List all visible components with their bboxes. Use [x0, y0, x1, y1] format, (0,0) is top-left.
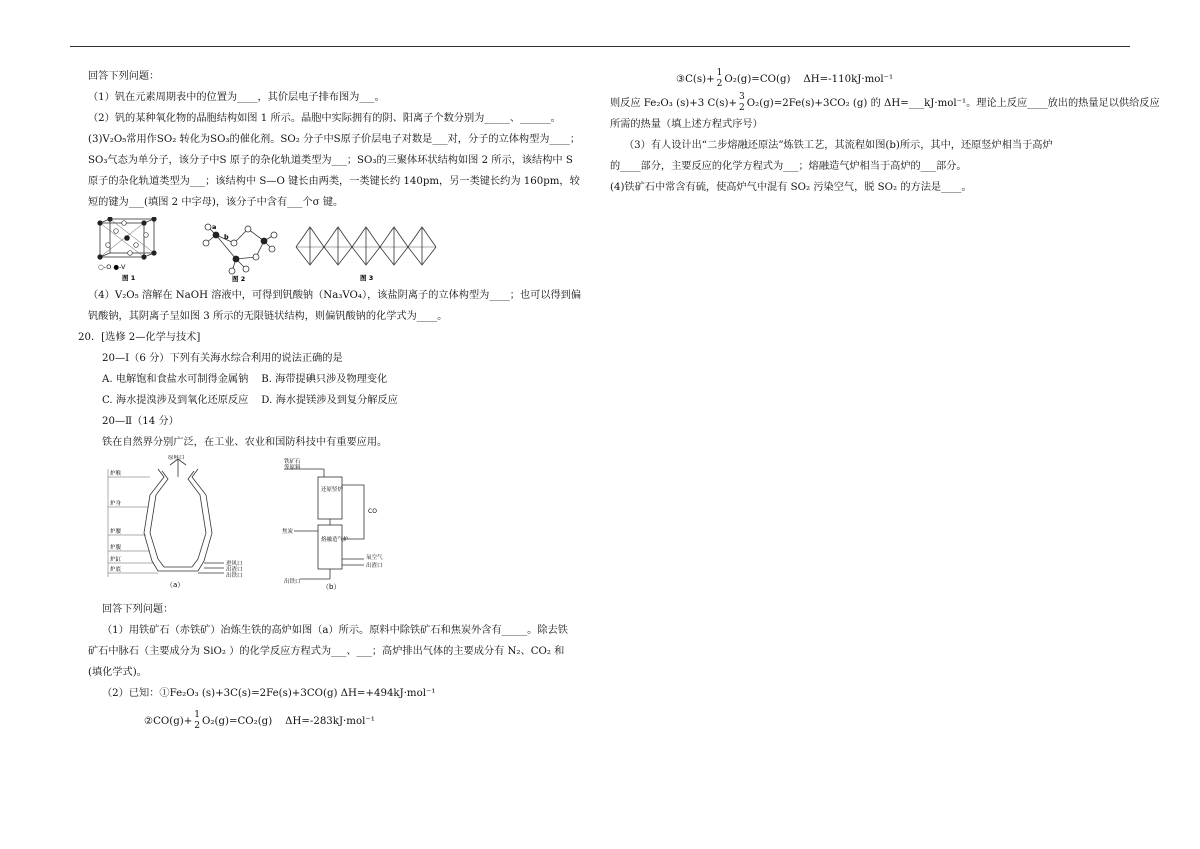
question-4-sulfur: (4)铁矿石中常含有硫，使高炉气中混有 SO₂ 污染空气，脱 SO₂ 的方法是____。	[610, 182, 972, 193]
figure-3-chain	[296, 227, 436, 265]
left-column	[78, 66, 598, 732]
furnace-right-2: 出铁口	[226, 573, 243, 579]
bond-label-b: b	[224, 233, 229, 241]
question-3-line3: 原子的杂化轨道类型为___；该结构中 S—O 键长由两类，一类键长约 140pm，另一类键长约为 160pm，较	[88, 176, 580, 187]
furnace-right-0: 进风口	[226, 561, 243, 567]
bond-label-a: a	[212, 223, 217, 231]
ore-label-2: 等原料	[284, 465, 301, 471]
fraction-three-halves	[739, 92, 745, 114]
iron-intro: 铁在自然界分别广泛，在工业、农业和国防科技中有重要应用。	[102, 437, 388, 448]
answer-prompt-2: 回答下列问题：	[102, 604, 174, 615]
fraction-one-half	[717, 68, 723, 90]
furnace-tag-1: 炉身	[110, 501, 122, 507]
figure-2-caption: 图 2	[232, 275, 246, 283]
iron-outlet-label: 出铁口	[284, 579, 301, 585]
fraction-numerator: 3	[739, 92, 745, 102]
question-2: （2）钒的某种氧化物的晶胞结构如图 1 所示。晶胞中实际拥有的阴、阳离子个数分别为_____、______。	[88, 113, 561, 124]
question-1: （1）钒在元素周期表中的位置为____，其价层电子排布图为___。	[88, 92, 385, 103]
equation-3-left: ③C(s)+	[676, 74, 715, 85]
right-column	[610, 66, 1160, 198]
question-20-1: 20—Ⅰ（6 分）下列有关海水综合利用的说法正确的是	[102, 353, 343, 364]
furnace-tag-3: 炉腹	[110, 545, 122, 551]
vanadium-structure-figures	[88, 217, 448, 283]
question-3-process-line1: （3）有人设计出“二步熔融还原法”炼铁工艺，其流程如图(b)所示，其中，还原竖炉相当于高炉	[624, 140, 1053, 151]
slag-label: 出渣口	[366, 563, 383, 569]
fraction-numerator: 1	[194, 710, 201, 720]
furnace-right-1: 出渣口	[226, 567, 243, 573]
equation-3-right: O₂(g)=CO(g) ΔH=-110kJ·mol⁻¹	[724, 74, 894, 85]
header-rule	[70, 46, 1130, 47]
equation-3	[610, 68, 1135, 90]
fraction-denominator: 2	[716, 79, 723, 89]
ore-label: 铁矿石	[284, 459, 301, 465]
iron-q1-line1: （1）用铁矿石（赤铁矿）冶炼生铁的高炉如图（a）所示。原料中除铁矿石和焦炭外含有_____。除去铁	[102, 625, 568, 636]
question-3-line4: 短的键为___(填图 2 中字母)，该分子中含有___个σ 键。	[88, 197, 344, 208]
equation-2-right: O₂(g)=CO₂(g) ΔH=-283kJ·mol⁻¹	[202, 716, 375, 727]
figure-2-trimer	[203, 223, 277, 283]
question-3-line1: (3)V₂O₅常用作SO₂ 转化为SO₃的催化剂。SO₂ 分子中S原子价层电子对数是___对，分子的立体构型为____；	[88, 134, 581, 145]
fraction-denominator: 2	[194, 721, 201, 731]
fraction-one-half	[194, 710, 200, 732]
fraction-denominator: 2	[739, 103, 745, 113]
furnace-tag-2: 炉腰	[110, 529, 122, 535]
section-20-title: 20．[选修 2—化学与技术]	[78, 332, 201, 343]
question-3-process-line2: 的____部分，主要反应的化学方程式为___；熔融造气炉相当于高炉的___部分。	[610, 161, 967, 172]
heat-note: 所需的热量（填上述方程式序号）	[610, 119, 763, 130]
iron-q1-line3: (填化学式)。	[88, 667, 147, 678]
figure-1-caption: 图 1	[122, 274, 136, 282]
option-c-d: C. 海水提溴涉及到氧化还原反应 D. 海水提镁涉及到复分解反应	[102, 395, 398, 406]
equation-1: （2）已知：①Fe₂O₃ (s)+3C(s)=2Fe(s)+3CO(g) ΔH=+494kJ·mol⁻¹	[102, 688, 436, 699]
figure-3-caption: 图 3	[360, 274, 374, 282]
question-20-2-title: 20—Ⅱ（14 分）	[102, 416, 179, 427]
figure-1-unit-cell	[97, 217, 156, 282]
overall-reaction	[610, 92, 1160, 114]
question-4-line2: 钒酸钠，其阴离子呈如图 3 所示的无限链状结构，则偏钒酸钠的化学式为____。	[88, 311, 448, 322]
furnace-top-label: 原料口	[168, 455, 185, 461]
structure-figures	[88, 217, 598, 281]
answer-prompt: 回答下列问题：	[88, 71, 160, 82]
fraction-numerator: 1	[716, 68, 723, 78]
question-4-line1: （4）V₂O₅ 溶解在 NaOH 溶液中，可得到钒酸钠（Na₃VO₄），该盐阴离子的立体构型为____；也可以得到偏	[88, 290, 582, 301]
coke-label: 焦炭	[282, 529, 294, 535]
overall-reaction-right: O₂(g)=2Fe(s)+3CO₂ (g) 的 ΔH=___kJ·mol⁻¹。理论上反应____放出的热量足以供给反应	[746, 98, 1160, 109]
figure-a-caption: （a）	[166, 581, 185, 589]
equation-2-left: ②CO(g)+	[144, 716, 193, 727]
equation-2	[88, 710, 598, 732]
furnace-tag-0: 炉喉	[110, 471, 122, 477]
furnace-tag-4: 炉缸	[110, 557, 122, 563]
question-3-line2: SO₃气态为单分子，该分子中S 原子的杂化轨道类型为___；SO₃的三聚体环状结构如图 2 所示，该结构中 S	[88, 155, 573, 166]
figure-b-caption: （b）	[322, 583, 341, 591]
figure-a-blast-furnace	[108, 459, 224, 577]
overall-reaction-left: 则反应 Fe₂O₃ (s)+3 C(s)+	[610, 98, 738, 109]
furnace-figures	[88, 455, 598, 595]
oxygen-label: 氧空气	[366, 555, 383, 561]
figure-b-process	[284, 469, 364, 579]
co-label: CO	[368, 508, 377, 515]
reduction-shaft-label: 还原竖炉	[321, 487, 344, 493]
blast-furnace-diagrams	[88, 455, 428, 595]
iron-q1-line2: 矿石中脉石（主要成分为 SiO₂ ）的化学反应方程式为___、___；高炉排出气体的主要成分有 N₂、CO₂ 和	[88, 646, 565, 657]
option-a-b: A. 电解饱和食盐水可制得金属钠 B. 海带提碘只涉及物理变化	[102, 374, 388, 385]
furnace-tag-5: 炉底	[110, 567, 122, 573]
melter-gasifier-label: 熔融造气炉	[321, 537, 349, 543]
figure-1-legend: ○-O ●-V	[98, 263, 126, 271]
